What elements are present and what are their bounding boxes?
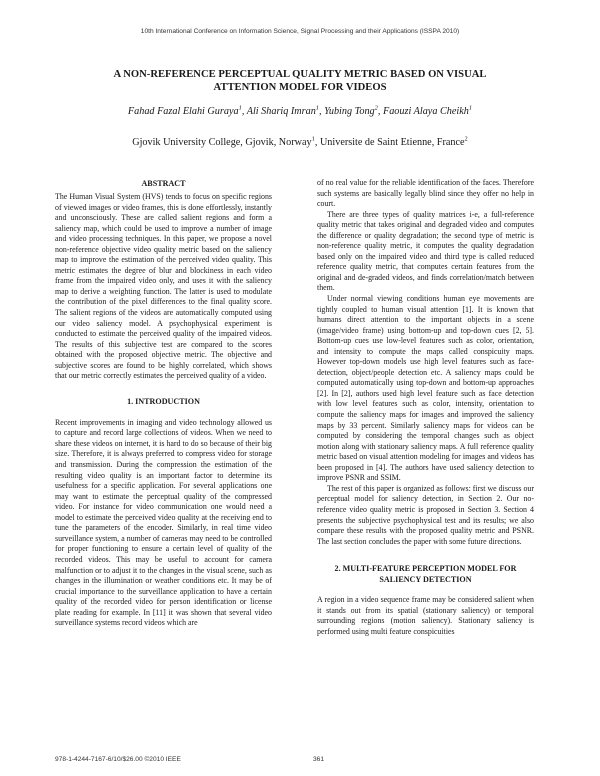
author-affiliation-mark: 1	[468, 104, 473, 112]
body-paragraph: of no real value for the reliable identification of the faces. Therefore such systems are basically legally blind since they offer no help in court.	[317, 178, 534, 209]
affiliation-mark: 2	[464, 135, 468, 143]
author-name: Faouzi Alaya Cheikh	[382, 106, 469, 117]
copyright-notice: 978-1-4244-7167-6/10/$26.00 ©2010 IEEE	[55, 756, 181, 763]
body-paragraph: The rest of this paper is organized as follows: first we discuss our perceptual model for saliency detection, in Section 2. Our no-reference video quality metric is proposed in Section 3. Section 4 presents the subjective psychophysical test and its results; we also compare these results with the proposed quality metric and PSNR. The last section concludes the paper with some future directions.	[317, 483, 534, 546]
author-affiliation-mark: 2	[374, 104, 378, 112]
author-name: Ali Shariq Imran	[246, 106, 316, 117]
author-affiliation-mark: 1	[238, 104, 242, 112]
author-separator: ,	[319, 106, 325, 117]
section-2-heading-line-1: 2. MULTI-FEATURE PERCEPTION MODEL FOR	[334, 564, 517, 574]
body-paragraph: There are three types of quality matrices i-e, a full-reference quality metric that takes original and degraded video and computes the difference or quality degradation; the second type of metric is non-reference quality metric, it computes the quality degradation based only on the impaired video and third type is called reduced reference quality metric, that computes certain features from the original and de-graded videos, and finds correlation/match between them.	[317, 209, 534, 293]
abstract-heading: ABSTRACT	[141, 179, 186, 188]
affiliation-list	[20, 137, 580, 148]
affiliation-name: Gjovik University College, Gjovik, Norway	[132, 137, 312, 148]
introduction-heading: 1. INTRODUCTION	[127, 396, 200, 406]
section-2-paragraph: A region in a video sequence frame may be considered salient when it stands out from its spatial (stationary saliency) or temporal surrounding regions (motion saliency). Stationary saliency is performed using multi feature conspicuities	[317, 595, 534, 636]
title-line-1: A NON-REFERENCE PERCEPTUAL QUALITY METRIC BASED ON VISUAL	[113, 69, 487, 80]
affiliation-mark: 1	[311, 135, 315, 143]
title-line-2: ATTENTION MODEL FOR VIDEOS	[213, 82, 387, 93]
left-column	[55, 178, 272, 629]
author-separator: ,	[241, 106, 247, 117]
conference-header: 10th International Conference on Information Science, Signal Processing and their Applications (ISSPA 2010)	[140, 28, 460, 35]
introduction-paragraph: Recent improvements in imaging and video technology allowed us to capture and record large collections of videos. When we need to share these videos on internet, it is hard to do so because of their big size. Therefore, it is always preferred to compress video for storage and transmission. During the compression the estimation of the resulting video quality is an important factor to determine its usefulness for a specific application. For several applications one may want to estimate the perceptual quality of the compressed video. For instance for video communication one would need a model to estimate the perceived video quality at the receiving end to tune the parameters of the encoder. Similarly, in real time video surveillance system, a number of cameras may need to be controlled for proper functioning to ensure a certain level of quality of the recorded videos. This may be useful to account for camera malfunction or to adjust it to the changes in the visual scene, such as changes in the illumination or weather conditions etc. It may be of crucial importance to the surveillance application to have a certain quality of the recorded video for person identification or license plate reading for example. In [11] it was shown that several video surveillance systems record videos which are	[55, 417, 272, 628]
author-name: Fahad Fazal Elahi Guraya	[127, 106, 239, 117]
paper-title	[40, 68, 560, 94]
affiliation-separator: ,	[314, 137, 320, 148]
author-list	[20, 106, 580, 117]
right-column	[317, 178, 534, 637]
affiliation-name: Universite de Saint Etienne, France	[319, 137, 465, 148]
abstract-text: The Human Visual System (HVS) tends to focus on specific regions of viewed images or video frames, this is done effortlessly, instantly and unconsciously. These are called salient regions and form a saliency map, which could be used to improve a number of image and video processing techniques. In this paper, we propose a novel non-reference objective video quality metric based on the saliency map to improve the estimation of the perceived video quality. This metric estimates the degree of blur and blockiness in each video frame from the impaired video only, and uses it with the saliency map to derive a weighting function. The latter is used to modulate the contribution of the pixel differences to the final quality score. The salient regions of the videos are automatically computed using our video saliency model. A psychophysical experiment is conducted to estimate the perceived quality of the impaired videos. The results of this subjective test are compared to the scores obtained with the proposed objective metric. The objective and subjective scores are found to be highly correlated, which shows that our metric correctly estimates the perceived quality of a video.	[55, 192, 272, 381]
body-paragraph: Under normal viewing conditions human eye movements are tightly coupled to human visual attention [1]. It is known that humans direct attention to the important objects in a scene (image/video frame) using bottom-up and top-down cues [2, 5]. Bottom-up cues use low-level features such as color, orientation, and intensity to compute the maps called conspicuity maps. However top-down models use high level features such as face-detection, object/people detection etc. A saliency maps could be computed automatically using top-down and bottom-up approaches [2]. In [2], authors used high level feature such as face detection with low level features such as color, intensity, orientation to compute the saliency maps for images and improved the saliency maps by 33 percent. Similarly saliency maps for videos can be computed by considering the temporal changes such as object motion along with stationary saliency maps. A full reference quality metric based on visual attention modeling for images and videos has been proposed in [4]. The authors have used saliency detection to improve PSNR and SSIM.	[317, 294, 534, 483]
section-2-heading-line-2: SALIENCY DETECTION	[379, 575, 472, 585]
author-affiliation-mark: 1	[315, 104, 320, 112]
section-2-heading	[317, 563, 534, 585]
page-number: 361	[313, 756, 325, 763]
author-separator: ,	[377, 106, 383, 117]
author-name: Yubing Tong	[324, 106, 375, 117]
page-footer	[55, 756, 545, 763]
